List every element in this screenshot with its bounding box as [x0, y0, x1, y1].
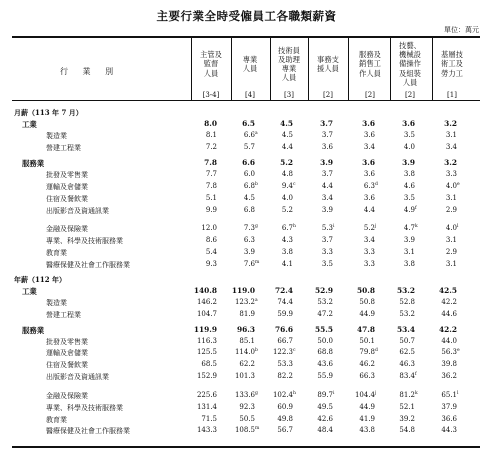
table-cell: 48.4: [317, 426, 333, 435]
table-cell: 104.4$^j$: [339, 391, 379, 399]
table-row: [12, 403, 480, 413]
table-cell: 53.2: [399, 309, 415, 318]
column-header: 專業 人員: [242, 54, 258, 73]
table-cell: 4.4: [321, 181, 333, 190]
table-cell: 8.0: [204, 119, 217, 129]
table-cell: 3.1: [445, 131, 457, 140]
table-cell: 3.3: [445, 169, 457, 178]
table-row: [12, 224, 480, 234]
row-label: 批發及零售業: [46, 170, 88, 179]
row-label: 年薪（112 年）: [14, 274, 67, 284]
footnote-marker: f: [415, 372, 417, 378]
table-cell: 46.3: [399, 360, 415, 369]
table-cell: 3.3: [363, 247, 375, 256]
table-cell: 9.9: [205, 205, 217, 214]
column-code: [3-4]: [202, 91, 220, 99]
table-cell: 89.7$^i$: [297, 391, 337, 399]
table-cell: 53.2: [396, 285, 415, 295]
table-cell: 3.8: [403, 259, 415, 268]
table-cell: 3.5: [403, 131, 415, 140]
footnote-marker: l: [457, 390, 459, 396]
table-cell: 41.9: [359, 414, 375, 423]
table-cell: 4.8: [281, 169, 293, 178]
table-cell: 6.8: [243, 205, 255, 214]
page-title: 主要行業全時受僱員工各職類薪資: [156, 9, 337, 23]
section-row: [12, 108, 480, 118]
table-cell: 3.3: [321, 247, 333, 256]
section-row: [12, 275, 480, 285]
row-label: 營建工程業: [46, 144, 81, 153]
table-cell: 74.4: [277, 297, 293, 306]
table-row: [12, 119, 480, 129]
row-label: 服務業: [22, 325, 45, 335]
table-cell: 3.1: [403, 247, 415, 256]
table-cell: 3.3: [363, 259, 375, 268]
column-code: [2]: [365, 91, 375, 99]
table-cell: 54.8: [399, 426, 415, 435]
table-cell: 133.6$^g$: [234, 390, 258, 399]
table-cell: 68.8: [317, 348, 333, 357]
table-cell: 119.0: [231, 285, 255, 295]
footnote-marker: k: [415, 390, 418, 396]
table-cell: 7.7: [205, 169, 217, 178]
table-cell: 152.9: [196, 372, 217, 381]
table-cell: 3.9: [402, 158, 415, 167]
table-row: [12, 372, 480, 382]
table-cell: 49.5: [317, 402, 333, 411]
table-cell: 3.6: [363, 193, 375, 202]
table-cell: 3.9: [320, 158, 333, 167]
table-cell: 146.2: [196, 297, 217, 306]
header-bottom-rule: [12, 100, 480, 101]
table-cell: 5.2: [281, 205, 293, 214]
table-cell: 44.6: [441, 309, 457, 318]
footnote-marker: g: [255, 390, 258, 396]
table-cell: 52.9: [314, 285, 333, 295]
table-cell: 5.2: [280, 158, 293, 167]
table-cell: 50.5: [239, 414, 255, 423]
table-cell: 92.3: [239, 402, 255, 411]
table-cell: 52.8: [399, 297, 415, 306]
footnote-marker: j: [375, 390, 377, 396]
footnote-marker: e: [457, 181, 460, 187]
table-cell: 5.7: [243, 143, 255, 152]
table-cell: 4.6: [403, 181, 415, 190]
table-cell: 4.4: [281, 143, 293, 152]
table-cell: 5.3$^i$: [297, 224, 337, 232]
table-cell: 72.4: [274, 285, 293, 295]
row-label: 工業: [22, 286, 37, 296]
table-cell: 6.0: [243, 169, 255, 178]
table-cell: 3.7: [321, 235, 333, 244]
table-cell: 81.9: [239, 309, 255, 318]
unit-label: 單位：萬元: [444, 26, 479, 34]
table-cell: 4.0: [403, 143, 415, 152]
footnote-marker: g: [255, 224, 258, 230]
footnote-marker: m: [255, 259, 260, 265]
footnote-marker: f: [415, 205, 417, 211]
table-cell: 3.2: [444, 158, 457, 167]
row-label: 專業、科學及技術服務業: [46, 403, 123, 412]
table-cell: 6.3$^d$: [363, 181, 378, 190]
table-cell: 2.9: [445, 205, 457, 214]
footnote-marker: l: [457, 224, 459, 230]
table-cell: 8.1: [205, 131, 217, 140]
table-cell: 225.6: [196, 390, 217, 399]
table-cell: 39.2: [399, 414, 415, 423]
table-cell: 108.5$^m$: [234, 426, 260, 435]
footnote-marker: i: [333, 390, 335, 396]
table-cell: 46.2: [359, 360, 375, 369]
table-cell: 36.2: [441, 372, 457, 381]
table-row: [12, 298, 480, 308]
table-cell: 101.3: [234, 372, 255, 381]
table-cell: 4.0: [281, 193, 293, 202]
table-cell: 119.9: [193, 324, 217, 334]
table-cell: 42.2: [438, 324, 457, 334]
table-cell: 79.8$^d$: [359, 348, 378, 357]
table-row: [12, 391, 480, 401]
table-cell: 4.9$^f$: [379, 206, 419, 214]
table-cell: 3.4: [363, 143, 375, 152]
table-row: [12, 310, 480, 320]
table-cell: 6.7$^h$: [281, 224, 296, 233]
column-header: 服務及 銷售工 作人員: [359, 50, 381, 78]
table-row: [12, 325, 480, 335]
footnote-marker: j: [375, 224, 377, 230]
table-row: [12, 337, 480, 347]
table-cell: 55.5: [314, 324, 333, 334]
table-cell: 131.4: [196, 402, 217, 411]
column-code: [4]: [245, 91, 255, 99]
table-row: [12, 426, 480, 436]
table-row: [12, 260, 480, 270]
table-cell: 56.7: [277, 426, 293, 435]
table-cell: 6.6: [242, 158, 255, 167]
table-cell: 62.5: [399, 348, 415, 357]
table-cell: 140.8: [193, 285, 217, 295]
table-cell: 50.0: [317, 336, 333, 345]
footnote-marker: b: [255, 181, 258, 187]
table-cell: 6.8$^b$: [243, 181, 258, 190]
table-cell: 5.2$^j$: [339, 224, 379, 232]
table-cell: 2.9: [445, 247, 457, 256]
column-code: [3]: [284, 91, 294, 99]
table-cell: 39.8: [441, 360, 457, 369]
table-cell: 3.8: [281, 247, 293, 256]
table-cell: 47.2: [317, 309, 333, 318]
table-cell: 44.0: [441, 336, 457, 345]
table-cell: 8.6: [205, 235, 217, 244]
row-label: 住宿及餐飲業: [46, 194, 88, 203]
table-cell: 3.6: [363, 169, 375, 178]
table-cell: 3.7: [320, 119, 333, 129]
table-cell: 44.3: [441, 426, 457, 435]
table-row: [12, 286, 480, 296]
table-cell: 53.2: [317, 297, 333, 306]
table-cell: 37.9: [441, 402, 457, 411]
table-cell: 42.5: [438, 285, 457, 295]
table-cell: 143.3: [196, 426, 217, 435]
table-cell: 36.6: [441, 414, 457, 423]
footnote-marker: c: [293, 181, 296, 187]
column-header: 事務支 援人員: [317, 54, 339, 73]
table-cell: 62.2: [239, 360, 255, 369]
row-label: 專業、科學及技術服務業: [46, 236, 123, 245]
table-cell: 42.2: [441, 297, 457, 306]
table-cell: 43.6: [317, 360, 333, 369]
table-cell: 3.4: [321, 193, 333, 202]
table-cell: 55.9: [317, 372, 333, 381]
row-label: 金融及保險業: [46, 391, 88, 400]
table-row: [12, 248, 480, 258]
row-label: 出版影音及資通訊業: [46, 373, 109, 382]
table-cell: 42.6: [317, 414, 333, 423]
table-cell: 4.1: [281, 259, 293, 268]
table-cell: 81.2$^k$: [399, 390, 418, 399]
table-cell: 5.4: [205, 247, 217, 256]
table-cell: 3.6: [362, 119, 375, 129]
table-cell: 3.1: [445, 259, 457, 268]
table-cell: 66.3: [359, 372, 375, 381]
table-cell: 60.9: [277, 402, 293, 411]
header-divider: [348, 36, 349, 100]
row-label: 月薪（113 年 7 月）: [14, 108, 83, 117]
table-cell: 123.2$^a$: [234, 297, 258, 306]
table-cell: 3.4: [363, 235, 375, 244]
footnote-marker: h: [293, 224, 296, 230]
row-label: 住宿及餐飲業: [46, 361, 88, 370]
table-cell: 3.6: [362, 158, 375, 167]
table-cell: 50.8: [359, 297, 375, 306]
table-row: [12, 194, 480, 204]
row-label: 醫療保健及社會工作服務業: [46, 260, 130, 269]
table-cell: 7.6$^m$: [243, 259, 260, 268]
table-cell: 7.8: [204, 158, 217, 167]
table-cell: 7.2: [205, 143, 217, 152]
footnote-marker: a: [255, 131, 258, 137]
footnote-marker: d: [375, 348, 378, 354]
table-cell: 83.4$^f$: [379, 372, 419, 380]
table-cell: 4.3: [281, 235, 293, 244]
table-cell: 59.9: [277, 309, 293, 318]
table-cell: 3.4: [445, 143, 457, 152]
table-cell: 56.3e: [441, 348, 460, 357]
table-cell: 96.3: [236, 324, 255, 334]
table-cell: 122.3$^c$: [272, 348, 296, 357]
table-cell: 50.1: [359, 336, 375, 345]
row-label: 教育業: [46, 415, 67, 424]
table-cell: 9.3: [205, 259, 217, 268]
row-label: 金融及保險業: [46, 225, 88, 234]
table-cell: 4.5: [243, 193, 255, 202]
table-cell: 44.9: [359, 402, 375, 411]
table-cell: 3.2: [444, 119, 457, 129]
table-cell: 114.0$^b$: [234, 348, 258, 357]
column-header: 技術員 及助理 專業 人員: [278, 45, 300, 83]
row-label: 運輸及倉儲業: [46, 349, 88, 358]
table-cell: 85.1: [239, 336, 255, 345]
table-cell: 6.5: [242, 119, 255, 129]
table-cell: 125.5: [196, 348, 217, 357]
table-cell: 5.1: [205, 193, 217, 202]
table-cell: 3.6: [321, 143, 333, 152]
column-header: 基層技 術工及 勞力工: [441, 50, 463, 78]
column-header: 主管及 監督 人員: [200, 50, 222, 78]
table-cell: 4.0e: [445, 181, 460, 190]
table-cell: 44.9: [359, 309, 375, 318]
row-label: 運輸及倉儲業: [46, 182, 88, 191]
table-cell: 7.8: [205, 181, 217, 190]
table-cell: 3.1: [445, 235, 457, 244]
footnote-marker: d: [375, 181, 378, 187]
table-cell: 102.4$^h$: [272, 390, 296, 399]
table-cell: 50.7: [399, 336, 415, 345]
table-cell: 3.5: [321, 259, 333, 268]
table-cell: 3.7: [321, 169, 333, 178]
row-label: 批發及零售業: [46, 337, 88, 346]
table-cell: 6.3: [243, 235, 255, 244]
table-cell: 4.7$^k$: [403, 224, 418, 233]
table-cell: 50.8: [356, 285, 375, 295]
row-label: 工業: [22, 120, 37, 130]
table-cell: 4.5: [281, 131, 293, 140]
row-label: 營建工程業: [46, 310, 81, 319]
table-row: [12, 131, 480, 141]
table-row: [12, 182, 480, 192]
table-cell: 82.2: [277, 372, 293, 381]
footnote-marker: a: [255, 297, 258, 303]
table-cell: 53.4: [396, 324, 415, 334]
footnote-marker: i: [333, 224, 335, 230]
table-cell: 104.7: [196, 309, 217, 318]
table-cell: 3.1: [445, 193, 457, 202]
row-label: 服務業: [22, 159, 45, 168]
table-cell: 3.8: [403, 169, 415, 178]
column-code: [1]: [447, 91, 457, 99]
table-cell: 9.4$^c$: [281, 181, 296, 190]
table-cell: 3.5: [403, 193, 415, 202]
table-cell: 3.9: [403, 235, 415, 244]
table-cell: 43.8: [359, 426, 375, 435]
table-cell: 3.9: [321, 205, 333, 214]
table-row: [12, 360, 480, 370]
table-cell: 3.9: [243, 247, 255, 256]
row-label: 教育業: [46, 248, 67, 257]
footnote-marker: k: [415, 224, 418, 230]
column-header: 技藝、 機械設 備操作 及組裝 人員: [399, 41, 421, 87]
row-label: 製造業: [46, 132, 67, 141]
column-code: [2]: [323, 91, 333, 99]
table-cell: 7.3$^g$: [243, 224, 258, 233]
table-cell: 52.1: [399, 402, 415, 411]
table-cell: 3.6: [402, 119, 415, 129]
table-row: [12, 206, 480, 216]
table-cell: 53.3: [277, 360, 293, 369]
table-cell: 47.8: [356, 324, 375, 334]
footnote-marker: h: [293, 390, 296, 396]
table-cell: 68.5: [201, 360, 217, 369]
row-label: 出版影音及資通訊業: [46, 206, 109, 215]
footnote-marker: c: [293, 348, 296, 354]
column-code: [2]: [405, 91, 415, 99]
footnote-marker: b: [255, 348, 258, 354]
table-cell: 3.6: [363, 131, 375, 140]
footnote-marker: m: [255, 426, 260, 432]
table-row: [12, 348, 480, 358]
table-cell: 4.0$^l$: [421, 224, 461, 232]
table-cell: 12.0: [201, 224, 217, 233]
table-cell: 4.4: [363, 205, 375, 214]
table-row: [12, 158, 480, 168]
table-row: [12, 143, 480, 153]
table-row: [12, 415, 480, 425]
table-bottom-rule: [12, 446, 480, 448]
table-cell: 116.3: [196, 336, 217, 345]
table-cell: 6.6$^a$: [243, 131, 258, 140]
footnote-marker: e: [457, 348, 460, 354]
table-row: [12, 236, 480, 246]
table-cell: 4.5: [280, 119, 293, 129]
table-cell: 65.1$^l$: [421, 391, 461, 399]
row-label: 醫療保健及社會工作服務業: [46, 427, 130, 436]
table-top-rule: [12, 36, 480, 38]
table-cell: 49.8: [277, 414, 293, 423]
table-row: [12, 170, 480, 180]
table-cell: 71.5: [201, 414, 217, 423]
table-cell: 66.7: [277, 336, 293, 345]
table-cell: 3.7: [321, 131, 333, 140]
row-label-heading: 行 業 別: [60, 67, 120, 76]
row-label: 製造業: [46, 298, 67, 307]
table-cell: 76.6: [274, 324, 293, 334]
